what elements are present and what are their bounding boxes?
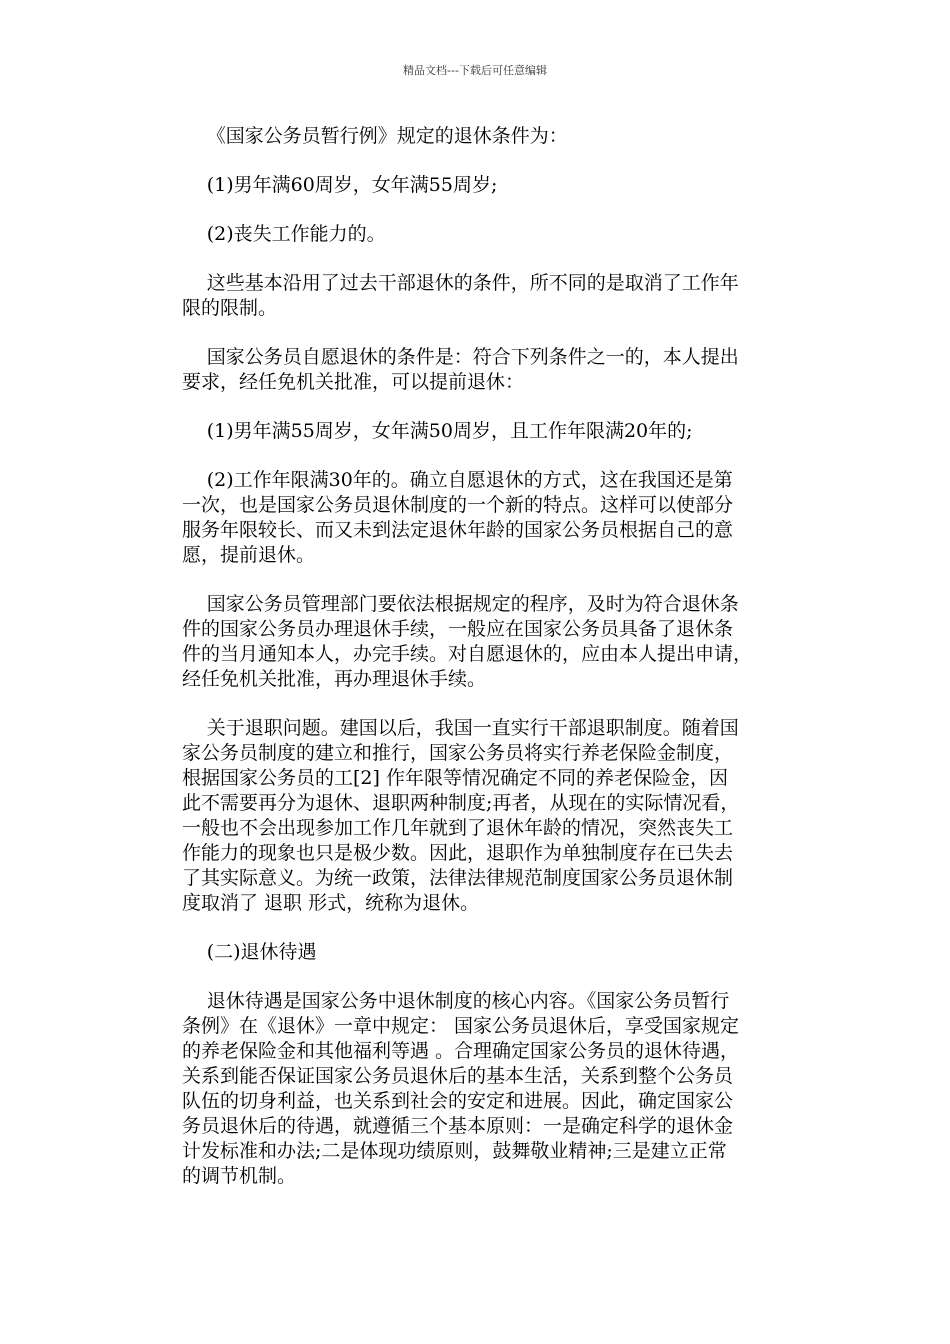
paragraph-line: 一次，也是国家公务员退休制度的一个新的特点。这样可以使部分 [182, 494, 734, 516]
paragraph-line: 队伍的切身利益，也关系到社会的安定和进展。因此，确定国家公 [182, 1090, 734, 1112]
paragraph-11 [144, 989, 810, 1189]
paragraph-8 [144, 592, 810, 692]
paragraph-4 [144, 271, 810, 321]
paragraph-line: 一般也不会出现参加工作几年就到了退休年龄的情况，突然丧失工 [182, 817, 734, 839]
paragraph-line: 退休待遇是国家公务中退休制度的核心内容。《国家公务员暂行 [206, 990, 730, 1012]
paragraph-line: 条例》在《退休》一章中规定： 国家公务员退休后，享受国家规定 [182, 1015, 740, 1037]
paragraph-line: 服务年限较长、而又未到法定退休年龄的国家公务员根据自己的意 [182, 519, 734, 541]
paragraph-line: 此不需要再分为退休、退职两种制度;再者，从现在的实际情况看， [182, 792, 740, 814]
paragraph-line: 作能力的现象也只是极少数。因此，退职作为单独制度存在已失去 [182, 842, 734, 864]
paragraph-line: 限的限制。 [182, 297, 278, 319]
paragraph-line: 了其实际意义。为统一政策，法律法律规范制度国家公务员退休制 [182, 867, 734, 889]
paragraph-3 [144, 222, 810, 247]
paragraph-line: (二)退休待遇 [206, 941, 317, 963]
paragraph-line: 国家公务员管理部门要依法根据规定的程序，及时为符合退休条 [206, 593, 739, 615]
paragraph-1 [144, 124, 810, 149]
paragraph-line: 计发标准和办法;二是体现功绩原则，鼓舞敬业精神;三是建立正常 [182, 1140, 727, 1162]
section-heading [144, 940, 810, 965]
paragraph-5 [144, 345, 810, 395]
paragraph-line: 务员退休后的待遇，就遵循三个基本原则：一是确定科学的退休金 [182, 1115, 734, 1137]
paragraph-line: 根据国家公务员的工[2] 作年限等情况确定不同的养老保险金，因 [182, 767, 728, 789]
page-header: 精品文档---下载后可任意编辑 [403, 64, 547, 77]
paragraph-9 [144, 716, 810, 916]
paragraph-line: 件的当月通知本人，办完手续。对自愿退休的，应由本人提出申请， [182, 643, 753, 665]
paragraph-line: 度取消了 退职 形式，统称为退休。 [182, 892, 480, 914]
paragraph-line: 件的国家公务员办理退休手续，一般应在国家公务员具备了退休条 [182, 618, 734, 640]
paragraph-line: 《国家公务员暂行例》规定的退休条件为： [206, 125, 568, 147]
paragraph-2 [144, 173, 810, 198]
paragraph-line: (2)丧失工作能力的。 [206, 223, 386, 245]
document-body [144, 124, 810, 1213]
paragraph-7 [144, 468, 810, 568]
paragraph-line: 关系到能否保证国家公务员退休后的基本生活，关系到整个公务员 [182, 1065, 734, 1087]
paragraph-line: 的调节机制。 [182, 1165, 297, 1187]
paragraph-line: 家公务员制度的建立和推行，国家公务员将实行养老保险金制度， [182, 742, 734, 764]
paragraph-line: (1)男年满55周岁，女年满50周岁，且工作年限满20年的; [206, 420, 693, 442]
paragraph-line: 经任免机关批准，再办理退休手续。 [182, 668, 487, 690]
paragraph-line: 这些基本沿用了过去干部退休的条件，所不同的是取消了工作年 [206, 272, 739, 294]
paragraph-line: 要求，经任免机关批准，可以提前退休： [182, 371, 525, 393]
paragraph-line: 愿，提前退休。 [182, 544, 316, 566]
paragraph-line: (1)男年满60周岁，女年满55周岁; [206, 174, 498, 196]
paragraph-line: 关于退职问题。建国以后，我国一直实行干部退职制度。随着国 [206, 717, 739, 739]
paragraph-line: 的养老保险金和其他福利等遇 。合理确定国家公务员的退休待遇， [182, 1040, 740, 1062]
paragraph-6 [144, 419, 810, 444]
paragraph-line: (2)工作年限满30年的。确立自愿退休的方式，这在我国还是第 [206, 469, 733, 491]
paragraph-line: 国家公务员自愿退休的条件是：符合下列条件之一的，本人提出 [206, 346, 739, 368]
